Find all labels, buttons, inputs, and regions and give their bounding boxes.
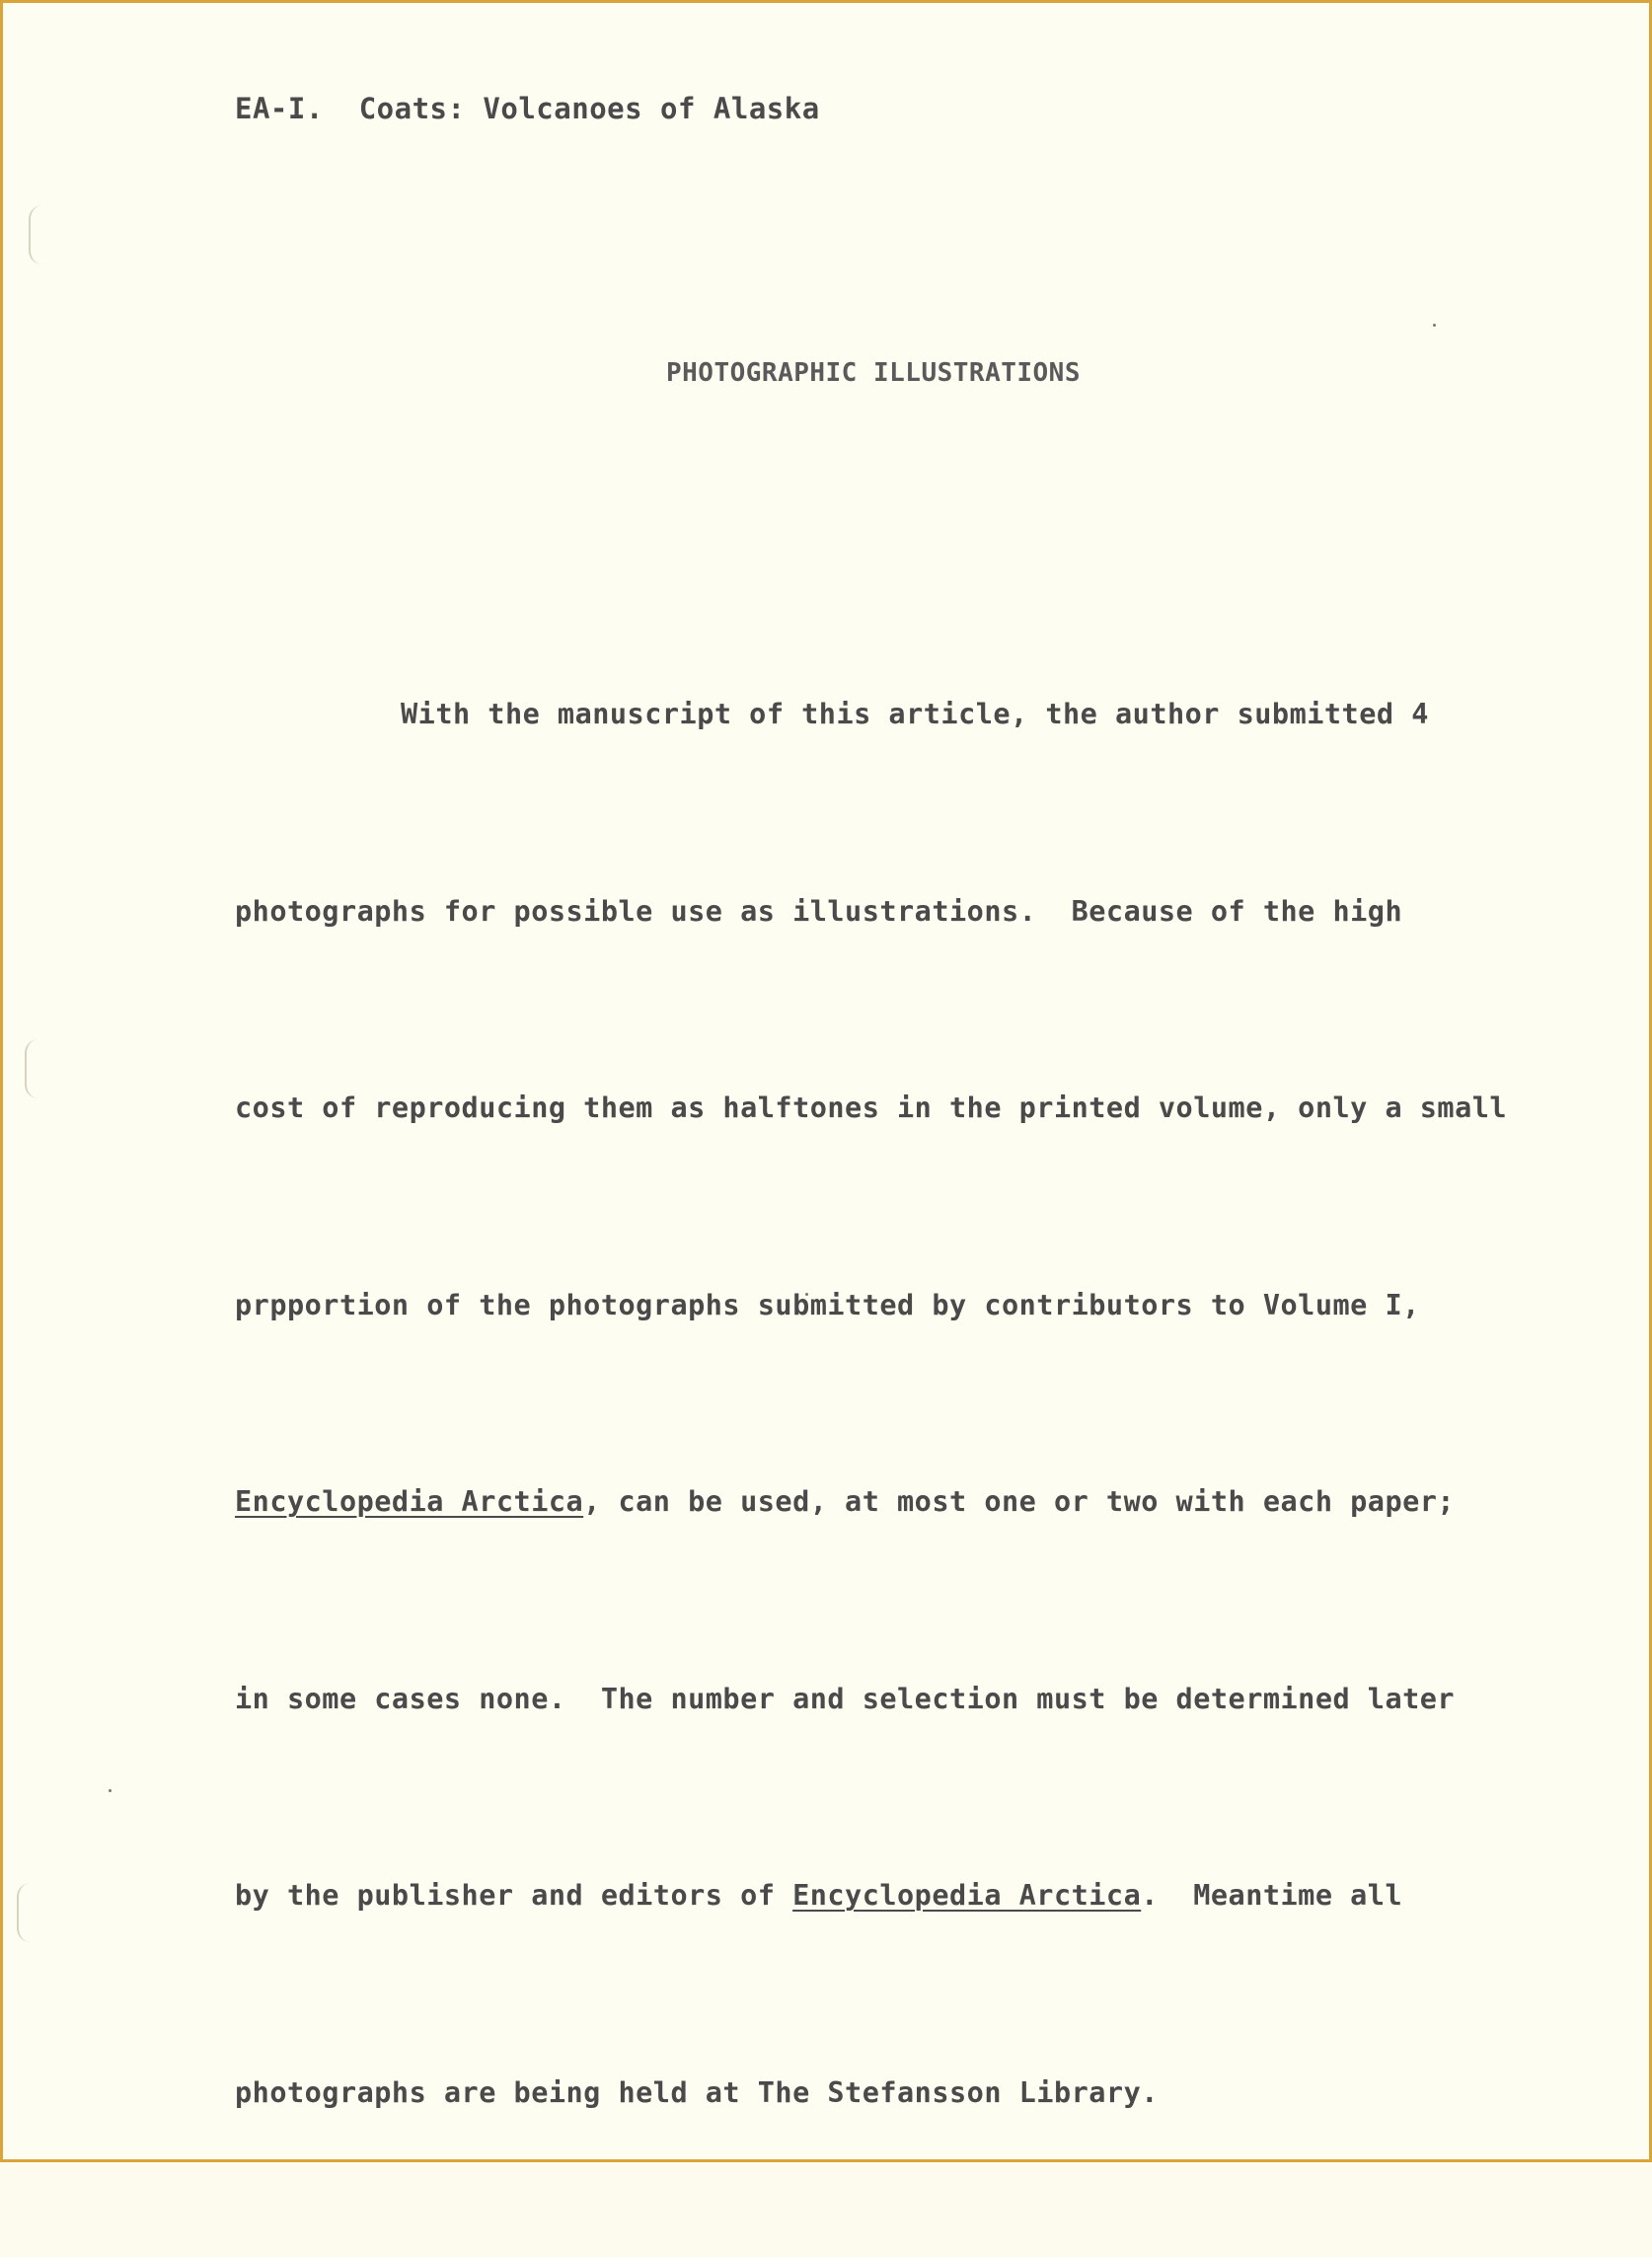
body-line: in some cases none. The number and selection must be determined later: [235, 1682, 1456, 1715]
punch-hole-mark: [17, 1883, 33, 1942]
body-line-segment: , can be used, at most one or two with each paper;: [583, 1485, 1456, 1518]
publication-title-reference: Encyclopedia Arctica: [792, 1879, 1142, 1912]
body-paragraph: [235, 551, 1507, 2257]
body-line: photographs for possible use as illustrations. Because of the high: [235, 894, 1403, 928]
section-title: PHOTOGRAPHIC ILLUSTRATIONS: [666, 358, 1081, 388]
body-line: photographs are being held at The Stefansson Library.: [235, 2075, 1159, 2109]
body-line-segment: by the publisher and editors of: [235, 1879, 793, 1912]
body-line: [235, 1469, 1507, 1536]
body-line: cost of reproducing them as halftones in the printed volume, only a small: [235, 1091, 1508, 1124]
punch-hole-mark: [25, 1039, 40, 1098]
body-line: With the manuscript of this article, the author submitted 4: [401, 698, 1429, 730]
body-line: [235, 1863, 1507, 1929]
publication-title-reference: Encyclopedia Arctica: [235, 1485, 584, 1518]
paper-speck: [1433, 324, 1436, 327]
punch-hole-mark: [29, 205, 44, 264]
document-header: EA-I. Coats: Volcanoes of Alaska: [235, 92, 820, 125]
body-line: prpportion of the photographs submitted by contributors to Volume I,: [235, 1288, 1420, 1321]
paper-speck: [109, 1789, 112, 1792]
body-line-segment: . Meantime all: [1141, 1879, 1403, 1912]
